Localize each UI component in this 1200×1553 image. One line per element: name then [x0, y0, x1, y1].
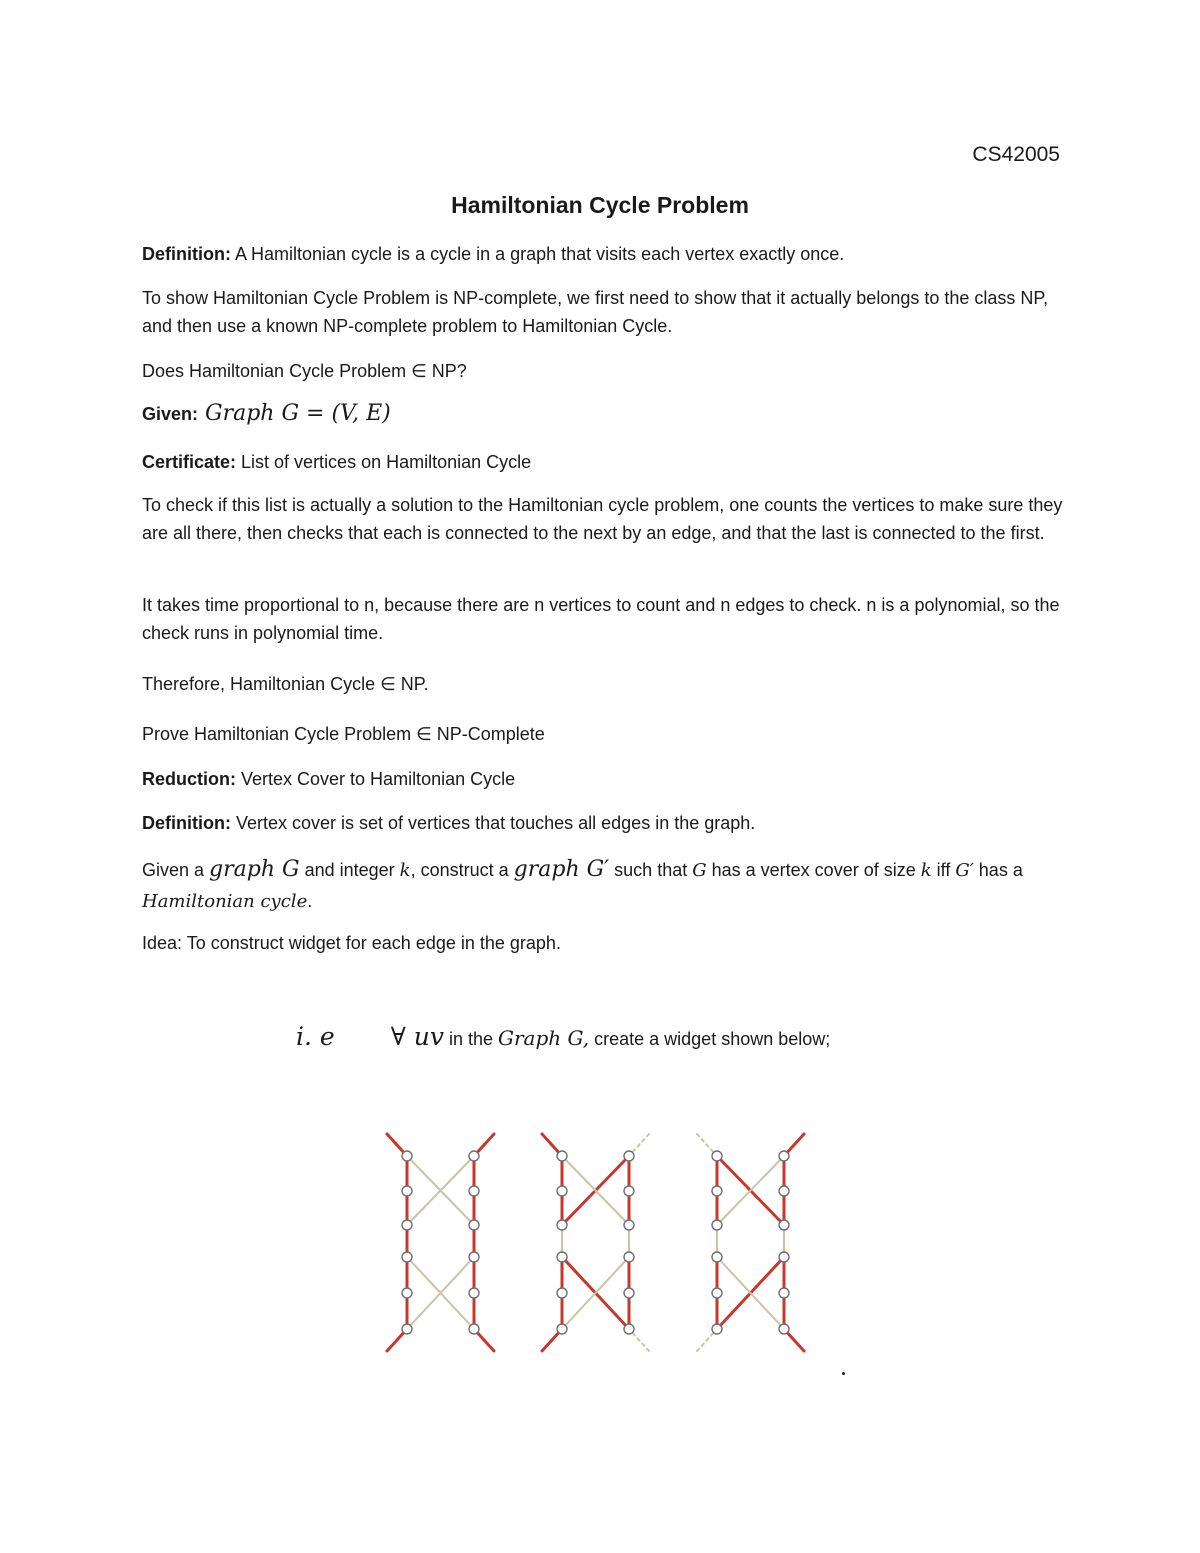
widget-vertex [402, 1186, 412, 1196]
widget-vertex [779, 1252, 789, 1262]
widget-vertex [557, 1151, 567, 1161]
reduction-label: Reduction: [142, 769, 236, 789]
widget-vertex [712, 1186, 722, 1196]
certificate-text: List of vertices on Hamiltonian Cycle [236, 452, 532, 472]
widget-vertex [557, 1220, 567, 1230]
graph-g-math: Graph G, [498, 1026, 590, 1050]
given-line [142, 400, 1067, 428]
construct-math: Hamiltonian cycle [142, 891, 308, 912]
widget-vertex [469, 1324, 479, 1334]
construct-text: has a [973, 860, 1023, 880]
widget-vertex [469, 1186, 479, 1196]
stray-dot [842, 1372, 845, 1375]
widget-vertex [712, 1151, 722, 1161]
widget-vertex [557, 1288, 567, 1298]
widget-vertex [402, 1288, 412, 1298]
widget-vertex [402, 1324, 412, 1334]
intro-paragraph: To show Hamiltonian Cycle Problem is NP-complete, we first need to show that it actually belongs to the class NP, and then use a known NP-complete problem to Hamiltonian Cycle. [142, 288, 1049, 336]
widget-vertex [469, 1220, 479, 1230]
widget-vertex [779, 1220, 789, 1230]
construct-text: has a vertex cover of size [706, 860, 921, 880]
np-question: Does Hamiltonian Cycle Problem ∈ NP? [142, 361, 467, 381]
widget-vertex [469, 1252, 479, 1262]
widget-vertex [779, 1324, 789, 1334]
given-label: Given: [142, 404, 199, 424]
construct-math: k [920, 860, 932, 881]
widget-vertex [624, 1151, 634, 1161]
prove-line: Prove Hamiltonian Cycle Problem ∈ NP-Complete [142, 724, 545, 744]
widget-vertex [557, 1186, 567, 1196]
definition-hamiltonian [142, 240, 1067, 268]
given-math: Graph G = (V, E) [198, 401, 391, 426]
widget-vertex [779, 1151, 789, 1161]
widget-vertex [712, 1252, 722, 1262]
widget-vertex [402, 1151, 412, 1161]
widget-vertex [624, 1288, 634, 1298]
ie-text: in the [443, 1029, 498, 1049]
widget-vertex [557, 1324, 567, 1334]
course-code: CS42005 [972, 143, 1060, 166]
page-title: Hamiltonian Cycle Problem [451, 192, 749, 218]
definition-text: A Hamiltonian cycle is a cycle in a graph that visits each vertex exactly once. [230, 244, 845, 264]
widget-vertex [624, 1324, 634, 1334]
widget-vertex [712, 1220, 722, 1230]
reduction-line [142, 765, 1067, 793]
construct-text: and integer [299, 860, 400, 880]
construct-math: graph G′ [513, 857, 610, 882]
construct-paragraph [142, 855, 1067, 917]
definition-label-2: Definition: [142, 813, 231, 833]
widget-vertex [557, 1252, 567, 1262]
certificate-label: Certificate: [142, 452, 237, 472]
widget-instruction-line [296, 1022, 830, 1051]
definition-text-2: Vertex cover is set of vertices that touches all edges in the graph. [230, 813, 756, 833]
widget-vertex [469, 1288, 479, 1298]
certificate-line [142, 448, 1067, 476]
widget-vertex [624, 1220, 634, 1230]
widget-vertex [779, 1288, 789, 1298]
ie-math: i. e [296, 1022, 335, 1051]
construct-text: iff [931, 860, 956, 880]
construct-text: . [307, 891, 313, 911]
construct-text: such that [609, 860, 693, 880]
construct-math: G′ [955, 860, 974, 881]
widget-vertex [712, 1324, 722, 1334]
construct-math: k [399, 860, 411, 881]
construct-text: Given a [142, 860, 210, 880]
reduction-text: Vertex Cover to Hamiltonian Cycle [236, 769, 516, 789]
widget-vertex [624, 1186, 634, 1196]
ie-text-2: create a widget shown below; [589, 1029, 831, 1049]
construct-math: graph G [209, 857, 300, 882]
widget-vertex [469, 1151, 479, 1161]
definition-label: Definition: [142, 244, 231, 264]
widget-vertex [624, 1252, 634, 1262]
widget-figure [380, 1125, 820, 1361]
widget-vertex [712, 1288, 722, 1298]
therefore-line: Therefore, Hamiltonian Cycle ∈ NP. [142, 674, 429, 694]
idea-line: Idea: To construct widget for each edge in the graph. [142, 933, 561, 953]
widget-vertex [402, 1252, 412, 1262]
definition-vertex-cover [142, 809, 1067, 837]
widget-vertex [779, 1186, 789, 1196]
construct-math: G [692, 860, 707, 881]
check-paragraph: To check if this list is actually a solution to the Hamiltonian cycle problem, one counts the vertices to make sure they are all there, then checks that each is connected to the next by an edge, and that the last is connected to the first. [142, 495, 1063, 543]
forall-uv-math: ∀ uv [390, 1022, 444, 1051]
construct-text: , construct a [410, 860, 514, 880]
time-paragraph: It takes time proportional to n, because there are n vertices to count and n edges to check. n is a polynomial, so the check runs in polynomial time. [142, 595, 1060, 643]
widget-vertex [402, 1220, 412, 1230]
